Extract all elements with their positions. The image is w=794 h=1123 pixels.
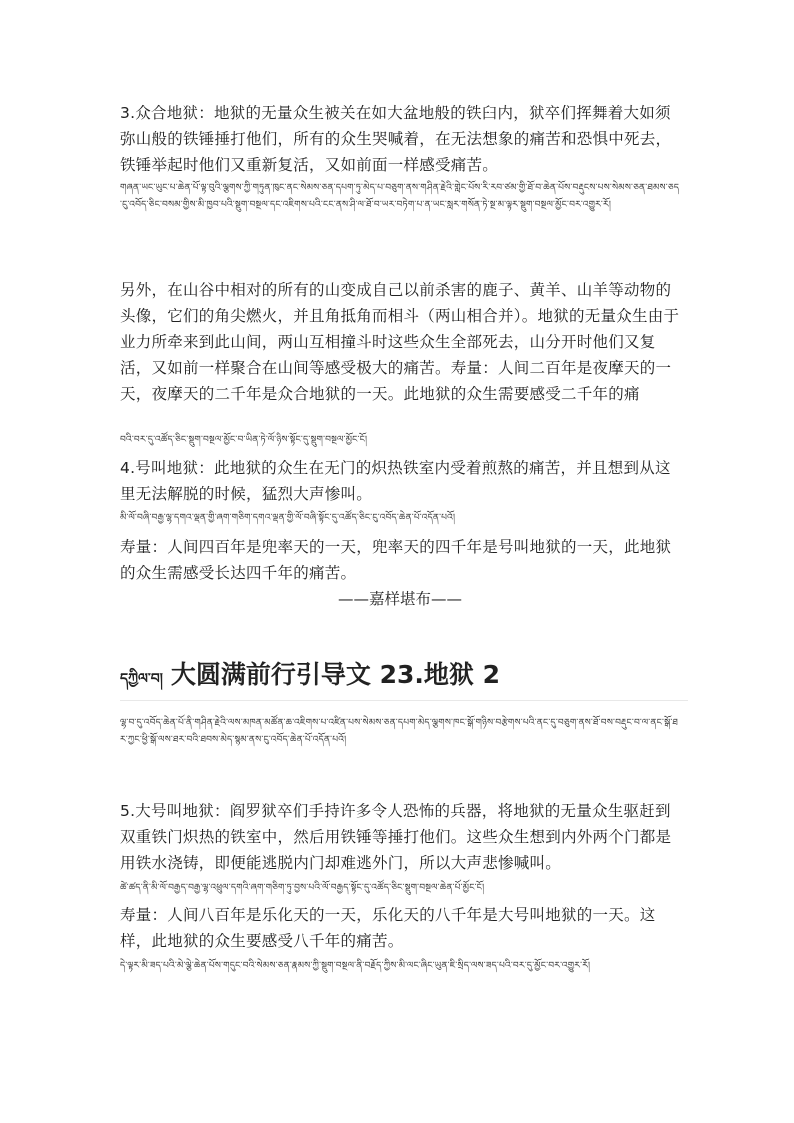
intro-tibetan: ལྷ་བ་དུ་འབོད་ཆེན་པོ་ནི་གཤིན་རྗེའི་ལས་མཁན་མཚོན་ཆ་འཇིགས་པ་འཛིན་པས་སེམས་ཅན་དཔག་མེད་ལྕགས་ཁང་སྒོ་གཉིས་བརྩེགས་པའི་ནང་དུ་བཅུག་ནས་ཐོ་བས་བརྡུང་བ་ལ་ནང་སྒོ་ཐར་ཀྱང་ཕྱི་སྒོ་ལས་ཐར་བའི་ཐབས་མེད་སྙམ་ནས་ངུ་འབོད་ཆེན་པོ་འདོན་པའོ། <box>120 718 679 745</box>
title-text: 大圆满前行引导文 23.地狱 2 <box>170 660 500 689</box>
hell4-paragraph: 4.号叫地狱：此地狱的众生在无门的炽热铁室内受着煎熬的痛苦，并且想到从这里无法解脱的时候，猛烈大声惨叫。 <box>120 459 671 503</box>
hell3-continuation-tibetan: བའི་བར་དུ་འཚོད་ཅིང་སྡུག་བསྔལ་མྱོང་བ་ཡིན་ཏེ་ལོ་ཉིས་སྟོང་དུ་སྡུག་བསྔལ་མྱོང་ངོ། <box>120 435 368 445</box>
hell5-paragraph: 5.大号叫地狱：阎罗狱卒们手持许多令人恐怖的兵器，将地狱的无量众生驱赶到双重铁门炽热的铁室中，然后用铁锤等捶打他们。这些众生想到内外两个门都是用铁水浇铸，即便能逃脱内门却难逃外门，所以大声悲惨喊叫。 <box>120 802 672 872</box>
hell3-paragraph: 3.众合地狱：地狱的无量众生被关在如大盆地般的铁臼内，狱卒们挥舞着大如须弥山般的铁锤捶打他们，所有的众生哭喊着，在无法想象的痛苦和恐惧中死去，铁锤举起时他们又重新复活，又如前面一样感受痛苦。 <box>120 104 672 174</box>
author-signature: ——嘉样堪布—— <box>337 590 462 608</box>
title-tibetan-word: དཀྱིལ་བ། <box>120 671 163 687</box>
hell3-tibetan: གཞན་ཡང་ཡུང་པ་ཆེན་པོ་ལྟ་བུའི་ལྕགས་ཀྱི་གཏུན་ཁུང་ནང་སེམས་ཅན་དཔག་ཏུ་མེད་པ་བཅུག་ནས་གཤིན་རྗེའི་གླེང་པོས་རི་རབ་ཙམ་གྱི་ཐོ་བ་ཆེན་པོས་བརྡུངས་པས་སེམས་ཅན་ཐམས་ཅད་ངུ་འབོད་ཅིང་བསམ་གྱིས་མི་ཁྱབ་པའི་སྡུག་བསྔལ་དང་འཇིགས་པའི་ངང་ནས་ཤི་ལ་ཐོ་བ་ཡར་བཏེག་པ་ན་ཡང་སླར་གསོན་ཏེ་སྔ་མ་ལྟར་སྡུག་བསྔལ་མྱོང་བར་འགྱུར་རོ། <box>120 183 680 210</box>
hell3-continuation-paragraph: 另外，在山谷中相对的所有的山变成自己以前杀害的鹿子、黄羊、山羊等动物的头像，它们的角尖燃火，并且角抵角而相斗（两山相合并）。地狱的无量众生由于业力所牵来到此山间，两山互相撞斗时这些众生全部死去，山分开时他们又复活，又如前一样聚合在山间等感受极大的痛苦。寿量：人间二百年是夜摩天的一天，夜摩天的二千年是众合地狱的一天。此地狱的众生需要感受二千年的痛 <box>120 281 680 403</box>
article-title <box>120 655 700 695</box>
hell4-lifespan: 寿量：人间四百年是兜率天的一天，兜率天的四千年是号叫地狱的一天，此地狱的众生需感受长达四千年的痛苦。 <box>120 538 672 582</box>
title-divider <box>120 700 688 701</box>
hell5-lifespan: 寿量：人间八百年是乐化天的一天，乐化天的八千年是大号叫地狱的一天。这样，此地狱的众生要感受八千年的痛苦。 <box>120 906 656 950</box>
hell5-tibetan: ཚེ་ཚད་ནི་མི་ལོ་བརྒྱད་བརྒྱ་ལྷ་འཕྲུལ་དགའི་ཞག་གཅིག་ཏུ་བྱས་པའི་ལོ་བརྒྱད་སྟོང་དུ་འཚོད་ཅིང་སྡུག་བསྔལ་ཆེན་པོ་མྱོང་ངོ། <box>120 883 485 893</box>
outro-tibetan: དེ་ལྟར་མི་ཟད་པའི་མེ་ལྕེ་ཆེན་པོས་གདུང་བའི་སེམས་ཅན་རྣམས་ཀྱི་སྡུག་བསྔལ་ནི་བརྗོད་ཀྱིས་མི་ལང་ཞིང་ཡུན་ཇི་སྲིད་ལས་ཟད་པའི་བར་དུ་མྱོང་བར་འགྱུར་རོ། <box>120 961 591 971</box>
hell4-tibetan: མི་ལོ་བཞི་བརྒྱ་ལྷ་དགའ་ལྡན་གྱི་ཞག་གཅིག་དགའ་ལྡན་གྱི་ལོ་བཞི་སྟོང་དུ་འཚོད་ཅིང་ངུ་འབོད་ཆེན་པོ་འདོན་པའོ། <box>120 513 456 523</box>
